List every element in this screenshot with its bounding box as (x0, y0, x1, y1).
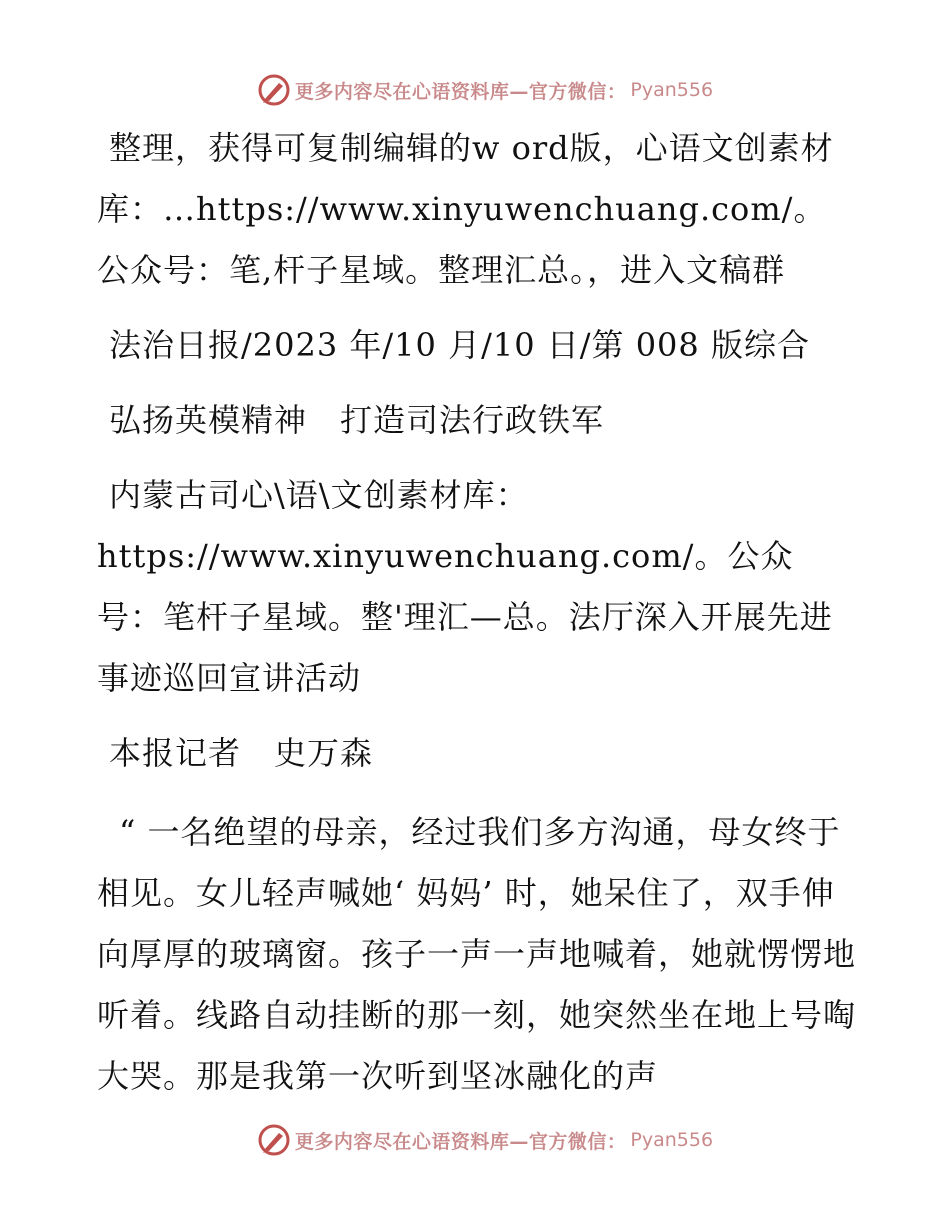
byline: 本报记者 史万森 (109, 734, 374, 772)
article-title: 弘扬英模精神 打造司法行政铁军 (109, 401, 605, 439)
banner-content (237, 73, 713, 107)
header-watermark-banner (0, 70, 950, 110)
banner-content (237, 1123, 713, 1157)
intro-paragraph: 整理，获得可复制编辑的w ord版，心语文创素材库：…https://www.xinyuwenchuang.com/。公众号：笔,杆子星域。整理汇总。，进入文稿群 (97, 129, 834, 289)
article-subtitle: 内蒙古司心\语\文创素材库：https://www.xinyuwenchuang.com/。公众号：笔杆子星域。整'理汇—总。法厅深入开展先进事迹巡回宣讲活动 (97, 476, 833, 697)
banner-wechat-id: Pyan556 (630, 79, 714, 101)
banner-text: 更多内容尽在心语资料库—官方微信： (294, 80, 627, 103)
body-paragraph: “ 一名绝望的母亲，经过我们多方沟通，母女终于相见。女儿轻声喊她‘ 妈妈’ 时，她呆住了，双手伸向厚厚的玻璃窗。孩子一声一声地喊着，她就愣愣地听着。线路自动挂断的那一刻，她突然坐在地上号啕大哭。那是我第一次听到坚冰融化的声 (97, 813, 857, 1095)
footer-watermark-banner (0, 1120, 950, 1160)
banner-wechat-id: Pyan556 (630, 1129, 714, 1151)
pen-circle-logo-icon (257, 73, 291, 107)
publication-line: 法治日报/2023 年/10 月/10 日/第 008 版综合 (109, 326, 810, 364)
pen-circle-logo-icon (257, 1123, 291, 1157)
banner-text: 更多内容尽在心语资料库—官方微信： (294, 1130, 627, 1153)
document-body (97, 118, 857, 1107)
